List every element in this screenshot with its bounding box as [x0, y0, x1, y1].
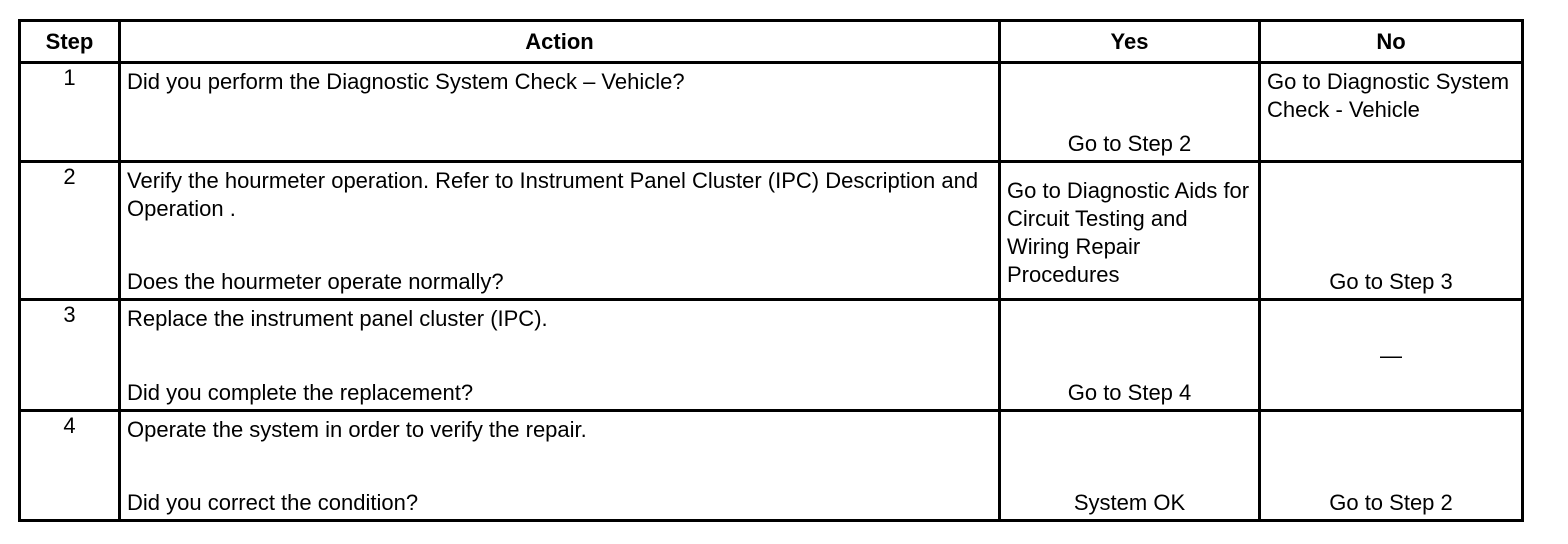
yes-text: System OK — [1073, 490, 1186, 515]
step-number: 2 — [20, 162, 120, 300]
action-question: Does the hourmeter operate normally? — [127, 269, 504, 294]
action-cell — [120, 411, 1000, 521]
header-no: No — [1260, 21, 1523, 63]
table-row — [20, 300, 1523, 411]
action-text: Verify the hourmeter operation. Refer to Instrument Panel Cluster (IPC) Description and Operation . — [127, 168, 979, 221]
yes-cell — [1000, 63, 1260, 162]
header-action: Action — [120, 21, 1000, 63]
table-row — [20, 162, 1523, 300]
step-number: 4 — [20, 411, 120, 521]
action-question: Did you correct the condition? — [127, 490, 419, 515]
action-cell — [120, 300, 1000, 411]
no-text: Go to Step 2 — [1329, 490, 1453, 515]
step-number: 3 — [20, 300, 120, 411]
action-text: Replace the instrument panel cluster (IPC). — [127, 306, 548, 331]
header-yes: Yes — [1000, 21, 1260, 63]
action-question: Did you complete the replacement? — [127, 380, 474, 405]
yes-text: Go to Diagnostic Aids for Circuit Testing and Wiring Repair Procedures — [1007, 178, 1250, 287]
yes-cell — [1000, 162, 1260, 300]
header-step: Step — [20, 21, 120, 63]
yes-text: Go to Step 4 — [1067, 380, 1192, 405]
no-text: Go to Diagnostic System Check - Vehicle — [1267, 69, 1510, 122]
no-cell — [1260, 300, 1523, 411]
table-header-row — [20, 21, 1523, 63]
action-text: Operate the system in order to verify the repair. — [127, 417, 587, 442]
table-row — [20, 411, 1523, 521]
action-cell — [120, 63, 1000, 162]
no-cell — [1260, 162, 1523, 300]
no-cell — [1260, 411, 1523, 521]
no-text: Go to Step 3 — [1329, 269, 1453, 294]
step-number: 1 — [20, 63, 120, 162]
yes-cell — [1000, 411, 1260, 521]
table-row — [20, 63, 1523, 162]
action-cell — [120, 162, 1000, 300]
yes-cell — [1000, 300, 1260, 411]
action-text: Did you perform the Diagnostic System Check – Vehicle? — [127, 69, 685, 94]
yes-text: Go to Step 2 — [1067, 131, 1192, 156]
no-cell — [1260, 63, 1523, 162]
no-text: — — [1380, 343, 1402, 368]
diagnostic-table — [18, 19, 1524, 522]
